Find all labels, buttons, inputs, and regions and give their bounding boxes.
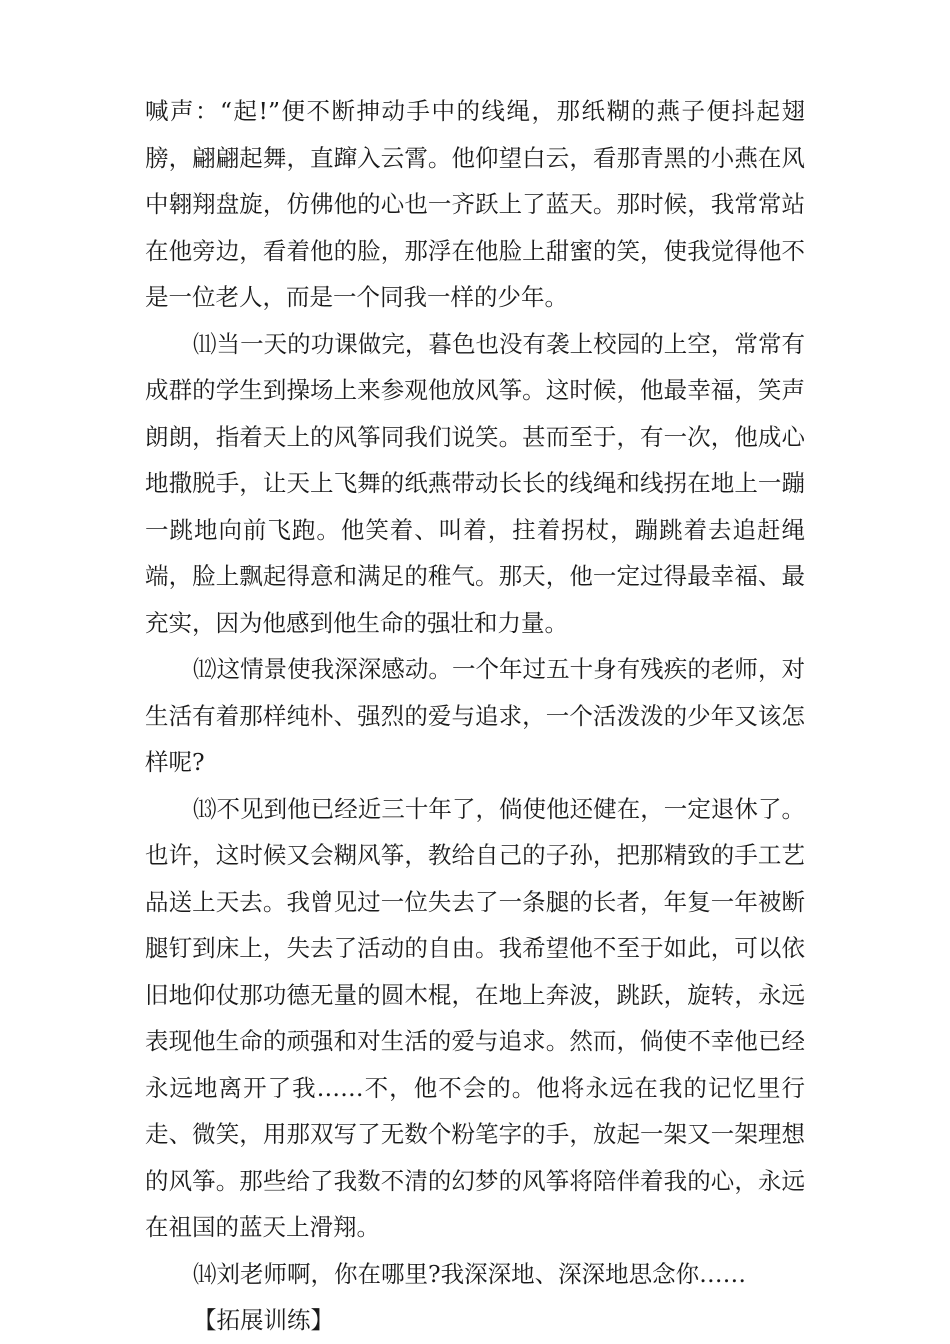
paragraph-14: ⒁刘老师啊，你在哪里?我深深地、深深地思念你…… [193, 1259, 747, 1288]
paragraph-continued: 喊声：“起!”便不断抻动手中的线绳，那纸糊的燕子便抖起翅膀，翩翩起舞，直蹿入云霄。他仰望白云，看那青黑的小燕在风中翱翔盘旋，仿佛他的心也一齐跃上了蓝天。那时候，我常常站在他旁边，看着他的脸，那浮在他脸上甜蜜的笑，使我觉得他不是一位老人，而是一个同我一样的少年。 [145, 97, 805, 311]
section-heading-extension-training: 【拓展训练】 [193, 1306, 334, 1334]
paragraph-11: ⑾当一天的功课做完，暮色也没有袭上校园的上空，常常有成群的学生到操场上来参观他放风筝。这时候，他最幸福，笑声朗朗，指着天上的风筝同我们说笑。甚而至于，有一次，他成心地撒脱手，让天上飞舞的纸燕带动长长的线绳和线拐在地上一蹦一跳地向前飞跑。他笑着、叫着，拄着拐杖，蹦跳着去追赶绳端，脸上飘起得意和满足的稚气。那天，他一定过得最幸福、最充实，因为他感到他生命的强壮和力量。 [145, 329, 805, 637]
paragraph-12: ⑿这情景使我深深感动。一个年过五十身有残疾的老师，对生活有着那样纯朴、强烈的爱与追求，一个活泼泼的少年又该怎样呢? [145, 655, 805, 776]
document-page [145, 88, 805, 1344]
paragraph-13: ⒀不见到他已经近三十年了，倘使他还健在，一定退休了。也许，这时候又会糊风筝，教给自己的子孙，把那精致的手工艺品送上天去。我曾见过一位失去了一条腿的长者，年复一年被断腿钉到床上，失去了活动的自由。我希望他不至于如此，可以依旧地仰仗那功德无量的圆木棍，在地上奔波，跳跃，旋转，永远表现他生命的顽强和对生活的爱与追求。然而，倘使不幸他已经永远地离开了我……不，他不会的。他将永远在我的记忆里行走、微笑，用那双写了无数个粉笔字的手，放起一架又一架理想的风筝。那些给了我数不清的幻梦的风筝将陪伴着我的心，永远在祖国的蓝天上滑翔。 [145, 794, 805, 1241]
